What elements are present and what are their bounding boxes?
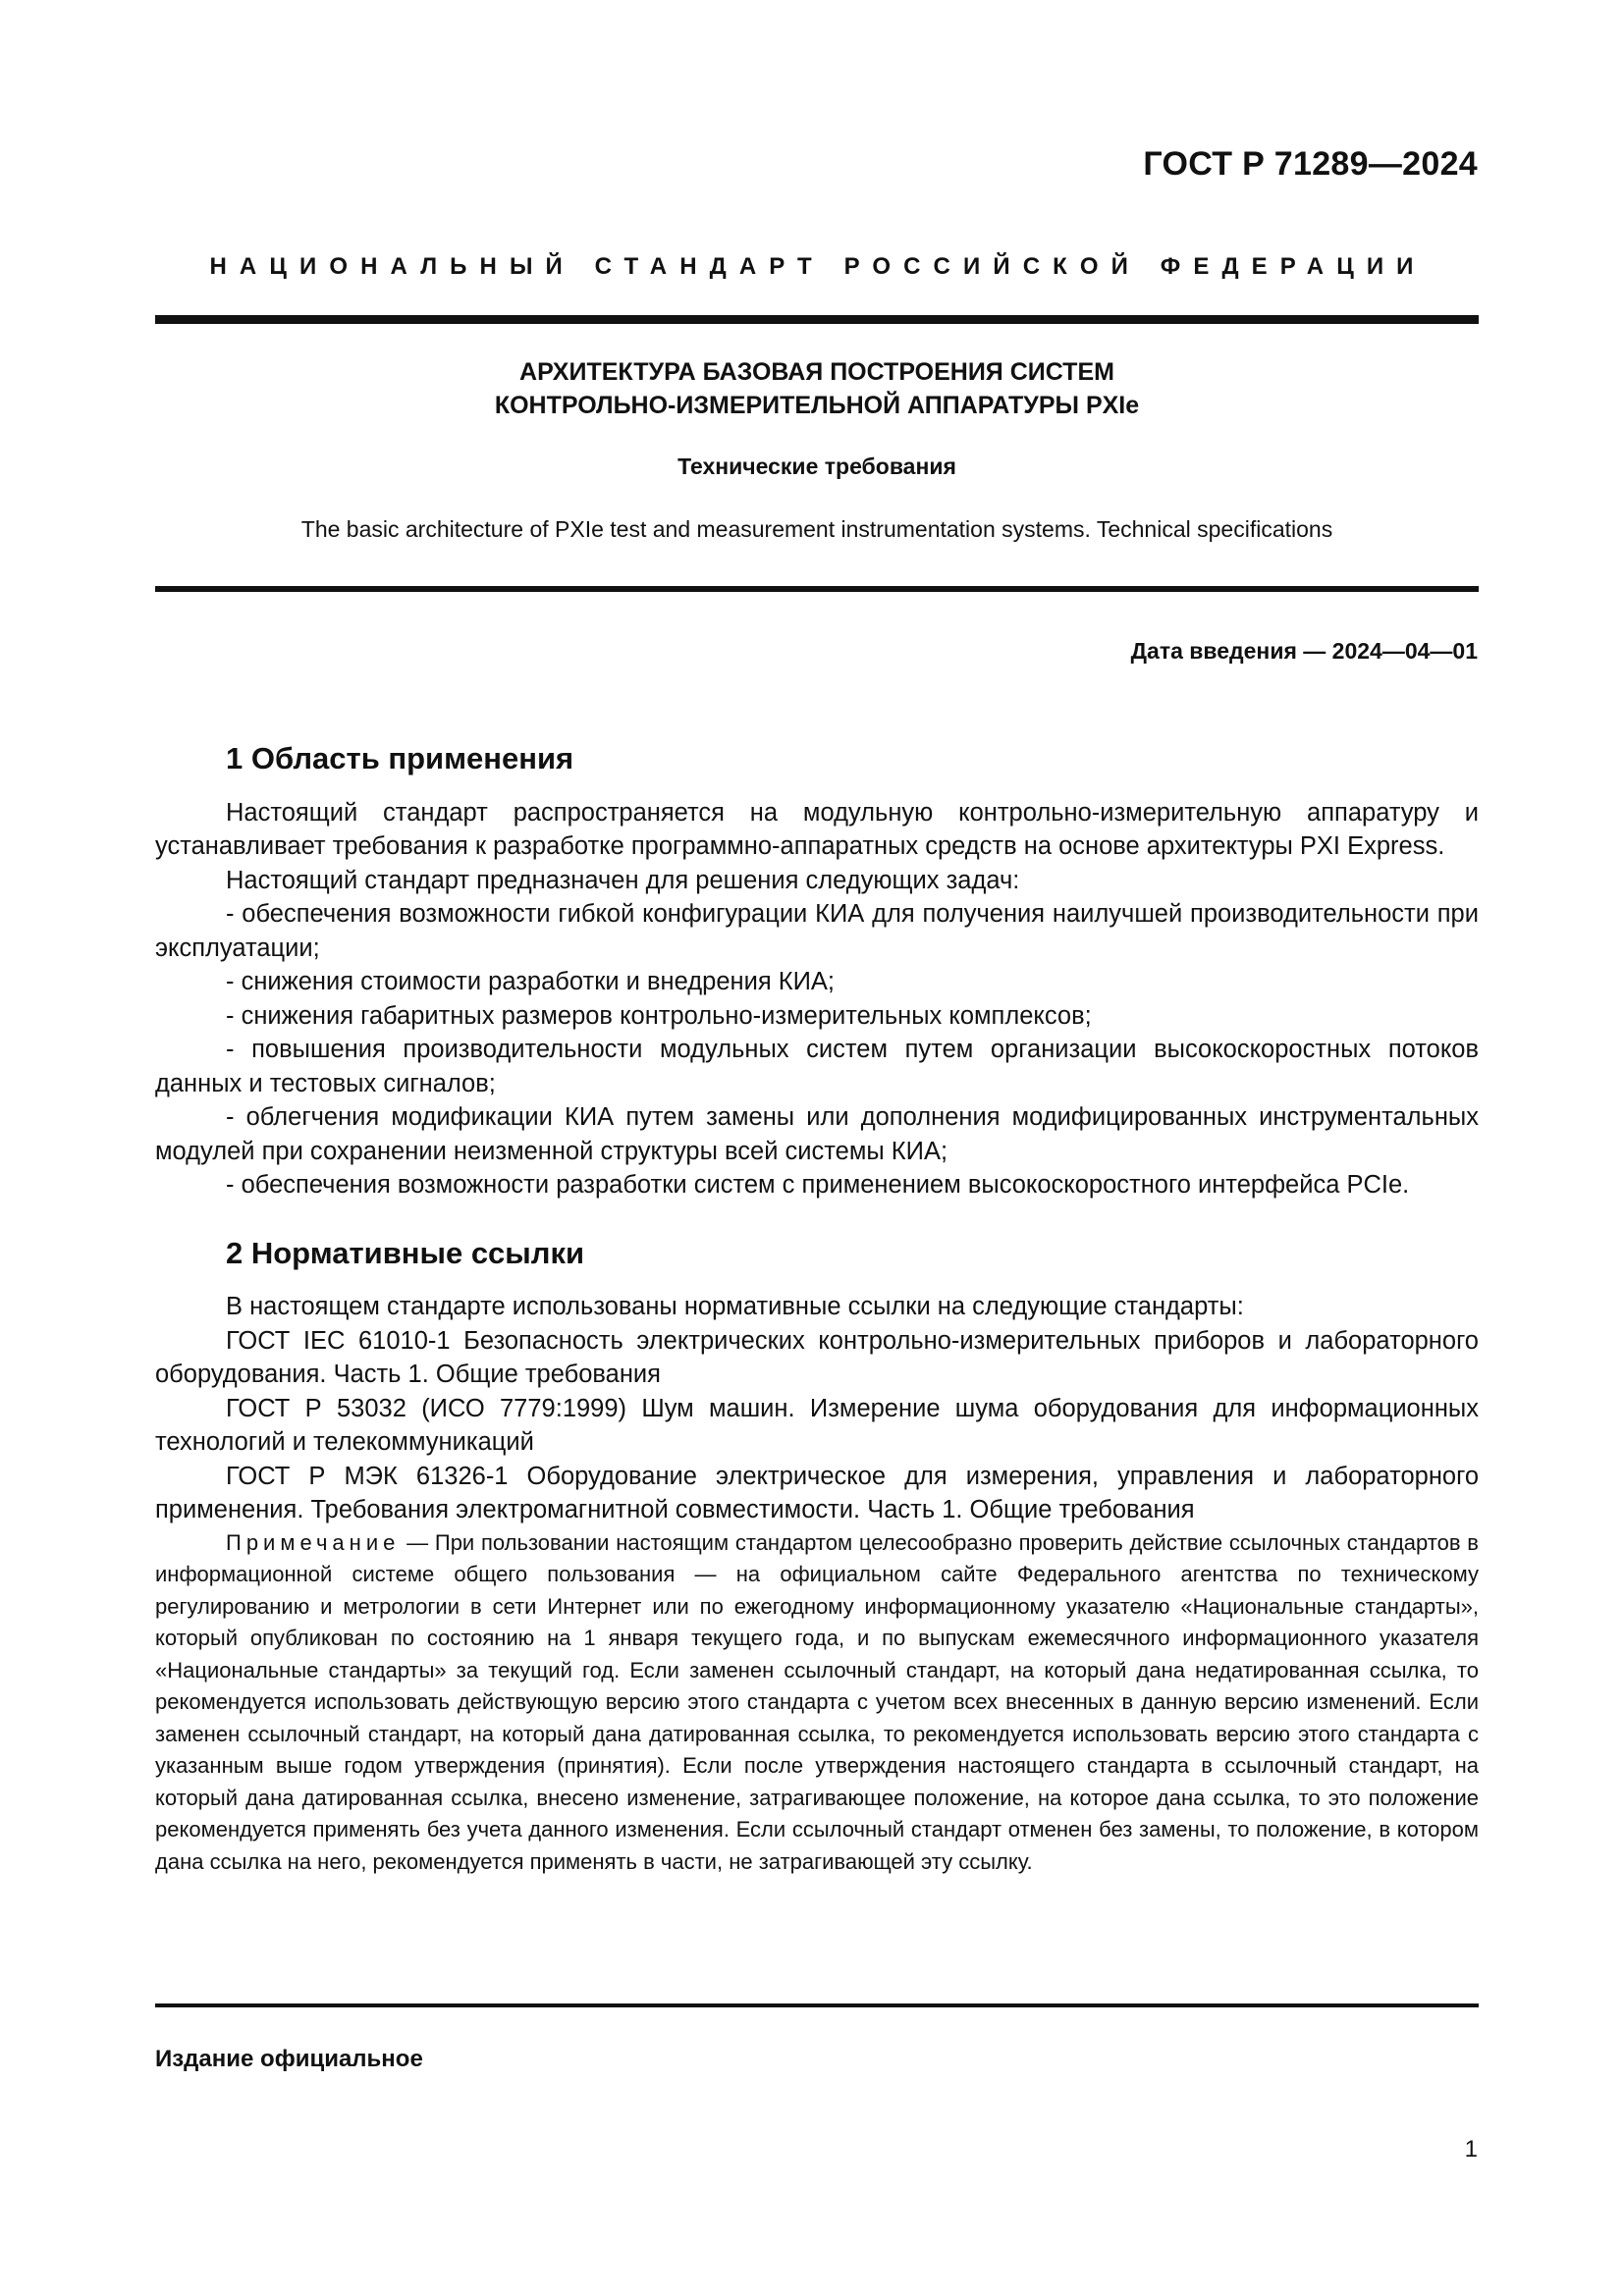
note-label: Примечание [226,1529,401,1555]
title-line-1: АРХИТЕКТУРА БАЗОВАЯ ПОСТРОЕНИЯ СИСТЕМ [519,358,1114,386]
title-divider [155,586,1479,592]
official-edition-label: Издание официальное [155,2046,423,2072]
section-1-list-item: - повышения производительности модульных систем путем организации высокоскоростных потоков данных и тестовых сигналов; [155,1036,1479,1097]
section-1-list-item: - обеспечения возможности разработки систем с применением высокоскоростного интерфейса PCIe. [226,1171,1410,1199]
section-1-list-item: - снижения габаритных размеров контрольно-измерительных комплексов; [226,1001,1092,1030]
bottom-divider [155,2003,1479,2007]
section-2-paragraph: В настоящем стандарте использованы нормативные ссылки на следующие стандарты: [226,1293,1244,1320]
introduction-date: Дата введения — 2024—04—01 [1130,638,1478,664]
document-subtitle: Технические требования [677,454,956,479]
gost-number: ГОСТ Р 71289—2024 [1143,145,1478,183]
normative-reference: ГОСТ Р 53032 (ИСО 7779:1999) Шум машин. Измерение шума оборудования для информационных технологий и телекоммуникаций [155,1394,1479,1456]
section-1-paragraph: Настоящий стандарт предназначен для решения следующих задач: [226,866,1020,894]
section-1-list-item: - облегчения модификации КИА путем замены или дополнения модифицированных инструментальных модулей при сохранении неизменной структуры всей системы КИА; [155,1103,1479,1165]
note-text: — При пользовании настоящим стандартом целесообразно проверить действие ссылочных стандартов в информационной системе общего пользования — на официальном сайте Федерального агентства по техническому регулированию и метрологии в сети Интернет или по ежегодному информационному указателю «Национальные стандарты», который опубликован по состоянию на 1 января текущего года, и по выпускам ежемесячного информационного указателя «Национальные стандарты» за текущий год. Если заменен ссылочный стандарт, на который дана недатированная ссылка, то рекомендуется использовать действующую версию этого стандарта с учетом всех внесенных в данную версию изменений. Если заменен ссылочный стандарт, на который дана датированная ссылка, то рекомендуется использовать версию этого стандарта с указанным выше годом утверждения (принятия). Если после утверждения настоящего стандарта в ссылочный стандарт, на который дана датированная ссылка, внесено изменение, затрагивающее положение, на которое дана ссылка, то это положение рекомендуется применять без учета данного изменения. Если ссылочный стандарт отменен без замены, то положение, в котором дана ссылка на него, рекомендуется применять в части, не затрагивающей эту ссылку. [155,1529,1479,1874]
section-1-list-item: - обеспечения возможности гибкой конфигурации КИА для получения наилучшей производительности при эксплуатации; [155,900,1479,962]
section-1-list-item: - снижения стоимости разработки и внедрения КИА; [226,968,835,995]
section-1-heading: 1 Область применения [226,741,574,775]
page-number: 1 [1464,2136,1478,2163]
note [155,1527,1479,1879]
document-body [155,742,1479,1878]
document-title [155,355,1479,422]
top-divider [155,315,1479,324]
section-2-heading: 2 Нормативные ссылки [226,1235,585,1270]
english-title: The basic architecture of PXIe test and measurement instrumentation systems. Technical specifications [300,516,1333,542]
normative-reference: ГОСТ Р МЭК 61326-1 Оборудование электрическое для измерения, управления и лабораторного применения. Требования электромагнитной совместимости. Часть 1. Общие требования [155,1462,1479,1523]
title-line-2: КОНТРОЛЬНО-ИЗМЕРИТЕЛЬНОЙ АППАРАТУРЫ PXIe [494,392,1140,419]
normative-reference: ГОСТ IEC 61010-1 Безопасность электрических контрольно-измерительных приборов и лабораторного оборудования. Часть 1. Общие требования [155,1326,1479,1388]
national-standard-heading: НАЦИОНАЛЬНЫЙ СТАНДАРТ РОССИЙСКОЙ ФЕДЕРАЦИИ [209,253,1427,280]
section-1-paragraph: Настоящий стандарт распространяется на модульную контрольно-измерительную аппаратуру и устанавливает требования к разработке программно-аппаратных средств на основе архитектуры PXI Express. [155,798,1479,860]
